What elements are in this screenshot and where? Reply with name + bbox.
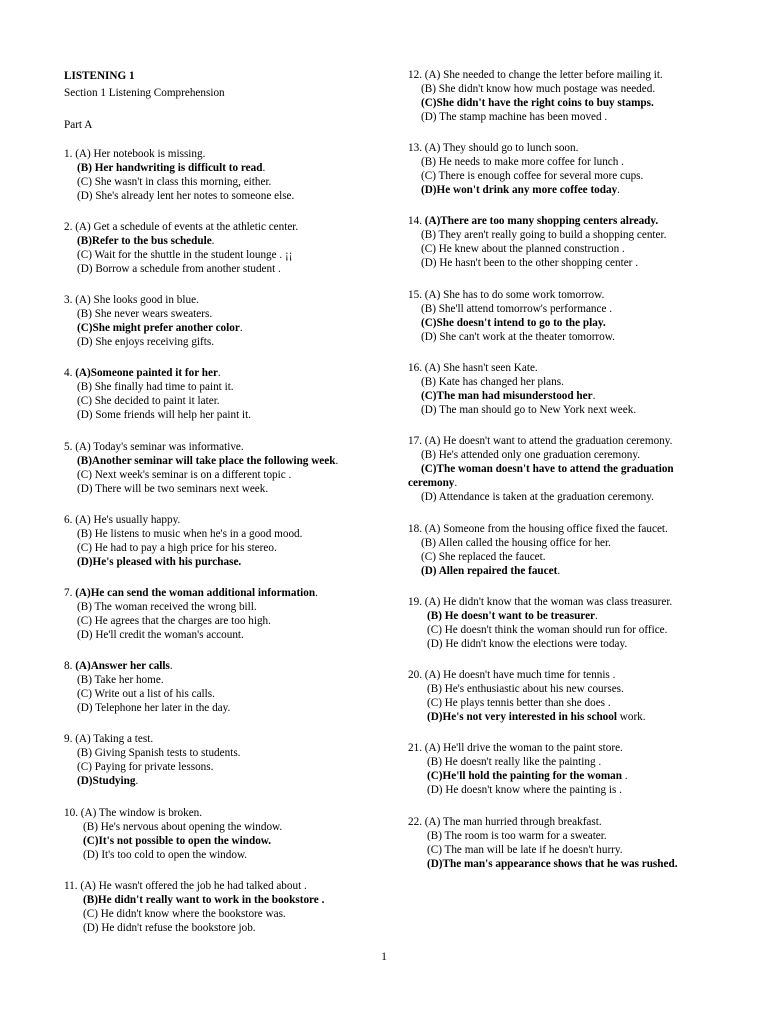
answer-text: (B) He listens to music when he's in a good mood. [77, 528, 303, 540]
answer-option [64, 820, 282, 834]
question-number: 14. [408, 215, 425, 227]
question-number: 13. [408, 142, 425, 154]
correct-answer-text: (C)She didn't have the right coins to buy stamps. [421, 97, 654, 109]
answer-text: (D) It's too cold to open the window. [83, 849, 248, 861]
answer-option [64, 893, 324, 907]
answer-text: (C) Next week's seminar is on a different topic . [77, 469, 292, 481]
answer-option [64, 527, 302, 541]
question-20 [408, 668, 646, 724]
answer-option [408, 769, 628, 783]
answer-option [408, 783, 628, 797]
answer-option [408, 564, 668, 578]
answer-text: (B) Allen called the housing office for her. [421, 537, 611, 549]
answer-option [64, 687, 230, 701]
answer-text: (B) She never wears sweaters. [77, 308, 213, 320]
answer-option [64, 848, 282, 862]
answer-option [408, 302, 615, 316]
answer-option [64, 806, 282, 820]
answer-text: (C) He agrees that the charges are too high. [77, 615, 271, 627]
question-22 [408, 815, 678, 871]
question-7 [64, 586, 318, 642]
answer-option [408, 829, 678, 843]
answer-option [64, 175, 294, 189]
question-11 [64, 879, 324, 935]
correct-answer-text: (A)Answer her calls [75, 660, 170, 672]
correct-answer-text: (B)He didn't really want to work in the bookstore . [83, 894, 325, 906]
question-9 [64, 732, 240, 788]
correct-answer-text: (C)The man had misunderstood her [421, 390, 593, 402]
answer-text: (D) The stamp machine has been moved . [421, 111, 608, 123]
correct-answer-text: (D)He won't drink any more coffee today [421, 184, 618, 196]
answer-tail: . [315, 587, 318, 599]
question-number: 16. [408, 362, 425, 374]
answer-text: (A) He doesn't want to attend the graduation ceremony. [424, 435, 673, 447]
answer-option [64, 628, 318, 642]
answer-option [64, 234, 298, 248]
answer-option [408, 741, 628, 755]
document-title: LISTENING 1 [64, 70, 135, 82]
answer-text: (B) He's enthusiastic about his new courses. [427, 683, 624, 695]
answer-option [64, 366, 251, 380]
answer-option [64, 541, 302, 555]
answer-option [64, 907, 324, 921]
answer-text: (A) He'll drive the woman to the paint store. [424, 742, 623, 754]
answer-tail: . [595, 610, 598, 622]
answer-text: (C) There is enough coffee for several more cups. [421, 170, 644, 182]
answer-option [408, 550, 668, 564]
part-heading: Part A [64, 119, 93, 131]
question-17 [408, 434, 674, 504]
answer-option [408, 710, 646, 724]
correct-answer-text: (A)There are too many shopping centers already. [424, 215, 659, 227]
answer-option [64, 482, 338, 496]
question-3 [64, 293, 243, 349]
correct-answer-text: (C)The woman doesn't have to attend the graduation [421, 463, 674, 475]
question-10 [64, 806, 282, 862]
answer-text: (A) They should go to lunch soon. [424, 142, 579, 154]
correct-answer-text: (C)He'll hold the painting for the woman [427, 770, 622, 782]
answer-option [64, 220, 298, 234]
question-number: 9. [64, 733, 76, 745]
correct-answer-text: (D) Allen repaired the faucet [421, 565, 558, 577]
answer-tail: . [621, 770, 628, 782]
answer-option [408, 815, 678, 829]
answer-text: (D) He didn't know the elections were today. [427, 638, 628, 650]
answer-text: (B) He's nervous about opening the window. [83, 821, 283, 833]
answer-option [408, 476, 674, 490]
correct-answer-text: (D)Studying [77, 775, 136, 787]
answer-option [64, 732, 240, 746]
answer-option [408, 155, 643, 169]
page-number: 1 [381, 951, 387, 963]
answer-option [64, 834, 282, 848]
answer-tail: . [135, 775, 139, 787]
answer-option [408, 361, 636, 375]
answer-option [408, 595, 672, 609]
answer-text: (D) The man should go to New York next week. [421, 404, 637, 416]
correct-answer-text: (B)Refer to the bus schedule [77, 235, 212, 247]
correct-answer-text: (B) He doesn't want to be treasurer [427, 610, 595, 622]
answer-option [408, 96, 663, 110]
answer-option [64, 394, 251, 408]
correct-answer-text: (B) Her handwriting is difficult to read [77, 162, 263, 174]
answer-option [408, 183, 643, 197]
answer-option [64, 335, 243, 349]
question-number: 3. [64, 294, 76, 306]
section-heading: Section 1 Listening Comprehension [64, 87, 225, 99]
answer-text: (B) He's attended only one graduation ceremony. [421, 449, 641, 461]
question-16 [408, 361, 636, 417]
answer-option [64, 701, 230, 715]
answer-text: (D) She can't work at the theater tomorrow. [421, 331, 615, 343]
question-15 [408, 288, 615, 344]
question-21 [408, 741, 628, 797]
answer-option [64, 161, 294, 175]
answer-option [64, 555, 302, 569]
answer-tail: . [169, 660, 173, 672]
answer-option [408, 490, 674, 504]
answer-text: (B) They aren't really going to build a shopping center. [421, 229, 667, 241]
answer-text: (A) Her notebook is missing. [75, 148, 206, 160]
answer-text: (A) She hasn't seen Kate. [424, 362, 538, 374]
answer-text: (A) Get a schedule of events at the athletic center. [75, 221, 299, 233]
question-4 [64, 366, 251, 422]
answer-option [408, 623, 672, 637]
answer-text: (B) The room is too warm for a sweater. [427, 830, 607, 842]
answer-option [64, 921, 324, 935]
answer-tail: . [335, 455, 339, 467]
answer-text: (A) The window is broken. [80, 807, 203, 819]
question-number: 15. [408, 289, 425, 301]
answer-option [408, 389, 636, 403]
answer-option [64, 147, 294, 161]
correct-answer-text: (D)He's not very interested in his school [427, 711, 617, 723]
answer-option [64, 262, 298, 276]
answer-tail: . [217, 367, 221, 379]
question-number: 18. [408, 523, 425, 535]
answer-text: (C) He had to pay a high price for his stereo. [77, 542, 277, 554]
answer-option [64, 293, 243, 307]
question-number: 17. [408, 435, 425, 447]
question-12 [408, 68, 663, 124]
answer-option [64, 321, 243, 335]
answer-tail: . [454, 477, 458, 489]
answer-tail: . [557, 565, 561, 577]
correct-answer-text: (A)He can send the woman additional information [75, 587, 316, 599]
question-number: 8. [64, 660, 76, 672]
question-number: 6. [64, 514, 76, 526]
correct-answer-text: ceremony [408, 477, 455, 489]
question-number: 10. [64, 807, 81, 819]
answer-option [408, 214, 666, 228]
answer-text: (C) She wasn't in class this morning, either. [77, 176, 272, 188]
answer-text: (A) He didn't know that the woman was class treasurer. [424, 596, 673, 608]
answer-text: (D) She's already lent her notes to someone else. [77, 190, 295, 202]
answer-option [64, 408, 251, 422]
answer-text: (C) He didn't know where the bookstore was. [83, 908, 286, 920]
correct-answer-text: (B)Another seminar will take place the following week [77, 455, 336, 467]
answer-option [408, 609, 672, 623]
answer-text: (A) Today's seminar was informative. [75, 441, 244, 453]
answer-option [408, 288, 615, 302]
answer-option [408, 242, 666, 256]
answer-text: (A) Someone from the housing office fixed the faucet. [424, 523, 668, 535]
question-number: 12. [408, 69, 425, 81]
question-number: 2. [64, 221, 76, 233]
answer-option [64, 586, 318, 600]
answer-text: (B) She didn't know how much postage was needed. [421, 83, 656, 95]
answer-text: (B) The woman received the wrong bill. [77, 601, 257, 613]
answer-option [64, 189, 294, 203]
answer-text: (C) Wait for the shuttle in the student lounge . ¡¡ [77, 249, 293, 261]
answer-option [408, 68, 663, 82]
answer-option [408, 637, 672, 651]
correct-answer-text: (C)She might prefer another color [77, 322, 240, 334]
answer-option [64, 248, 298, 262]
answer-option [408, 682, 646, 696]
question-number: 5. [64, 441, 76, 453]
question-number: 22. [408, 816, 425, 828]
question-number: 1. [64, 148, 76, 160]
answer-option [408, 536, 668, 550]
answer-text: (D) Telephone her later in the day. [77, 702, 231, 714]
question-number: 4. [64, 367, 76, 379]
answer-text: (C) He knew about the planned construction . [421, 243, 625, 255]
answer-option [408, 668, 646, 682]
question-number: 7. [64, 587, 76, 599]
answer-text: (C) The man will be late if he doesn't hurry. [427, 844, 623, 856]
answer-text: (C) Paying for private lessons. [77, 761, 214, 773]
answer-text: (D) She enjoys receiving gifts. [77, 336, 215, 348]
answer-text: (D) Some friends will help her paint it. [77, 409, 251, 421]
answer-option [64, 600, 318, 614]
answer-option [64, 513, 302, 527]
answer-text: (B) Kate has changed her plans. [421, 376, 564, 388]
question-1 [64, 147, 294, 203]
answer-option [408, 169, 643, 183]
answer-option [408, 110, 663, 124]
correct-answer-text: (D)He's pleased with his purchase. [77, 556, 242, 568]
question-6 [64, 513, 302, 569]
correct-answer-text: (C)She doesn't intend to go to the play. [421, 317, 606, 329]
answer-option [408, 462, 674, 476]
answer-option [408, 228, 666, 242]
answer-option [64, 454, 338, 468]
answer-text: (D) He doesn't know where the painting is . [427, 784, 622, 796]
answer-option [408, 448, 674, 462]
question-5 [64, 440, 338, 496]
answer-text: (C) She replaced the faucet. [421, 551, 546, 563]
correct-answer-text: (A)Someone painted it for her [75, 367, 218, 379]
answer-tail: . [592, 390, 596, 402]
answer-text: (A) He doesn't have much time for tennis . [424, 669, 616, 681]
question-14 [408, 214, 666, 270]
answer-option [408, 857, 678, 871]
answer-text: (D) He hasn't been to the other shopping center . [421, 257, 638, 269]
answer-option [64, 673, 230, 687]
answer-tail: . [617, 184, 620, 196]
answer-option [64, 468, 338, 482]
answer-text: (A) She has to do some work tomorrow. [424, 289, 605, 301]
answer-text: (B) She'll attend tomorrow's performance . [421, 303, 613, 315]
question-number: 21. [408, 742, 425, 754]
answer-text: (A) Taking a test. [75, 733, 154, 745]
question-2 [64, 220, 298, 276]
answer-option [408, 403, 636, 417]
answer-text: (A) The man hurried through breakfast. [424, 816, 602, 828]
answer-text: (C) He plays tennis better than she does . [427, 697, 611, 709]
correct-answer-text: (C)It's not possible to open the window. [83, 835, 272, 847]
answer-option [64, 380, 251, 394]
question-number: 11. [64, 880, 81, 892]
answer-text: (B) Giving Spanish tests to students. [77, 747, 241, 759]
answer-option [408, 375, 636, 389]
answer-text: (B) She finally had time to paint it. [77, 381, 234, 393]
answer-text: (D) He'll credit the woman's account. [77, 629, 244, 641]
answer-text: (A) She needed to change the letter before mailing it. [424, 69, 663, 81]
question-13 [408, 141, 643, 197]
answer-option [408, 330, 615, 344]
answer-text: (B) He doesn't really like the painting . [427, 756, 602, 768]
answer-tail: . [239, 322, 243, 334]
answer-text: (A) She looks good in blue. [75, 294, 199, 306]
answer-option [408, 141, 643, 155]
answer-text: (A) He's usually happy. [75, 514, 181, 526]
answer-tail: . [211, 235, 215, 247]
question-18 [408, 522, 668, 578]
answer-text: (D) Borrow a schedule from another student . [77, 263, 281, 275]
answer-tail: . [262, 162, 266, 174]
answer-text: (D) Attendance is taken at the graduation ceremony. [421, 491, 654, 503]
answer-option [64, 307, 243, 321]
answer-text: (B) Take her home. [77, 674, 164, 686]
answer-option [64, 879, 324, 893]
answer-text: (C) He doesn't think the woman should run for office. [427, 624, 668, 636]
answer-text: (D) There will be two seminars next week. [77, 483, 269, 495]
answer-tail: work. [616, 711, 646, 723]
answer-option [408, 843, 678, 857]
answer-option [408, 755, 628, 769]
answer-option [64, 760, 240, 774]
question-number: 20. [408, 669, 425, 681]
answer-option [408, 696, 646, 710]
question-19 [408, 595, 672, 651]
answer-option [408, 82, 663, 96]
answer-text: (A) He wasn't offered the job he had talked about . [80, 880, 307, 892]
answer-option [64, 440, 338, 454]
question-8 [64, 659, 230, 715]
answer-option [408, 256, 666, 270]
correct-answer-text: (D)The man's appearance shows that he was rushed. [427, 858, 678, 870]
answer-option [64, 774, 240, 788]
answer-text: (D) He didn't refuse the bookstore job. [83, 922, 256, 934]
question-number: 19. [408, 596, 425, 608]
answer-option [408, 522, 668, 536]
answer-option [64, 659, 230, 673]
answer-option [64, 746, 240, 760]
answer-text: (C) Write out a list of his calls. [77, 688, 215, 700]
answer-text: (B) He needs to make more coffee for lunch . [421, 156, 624, 168]
answer-text: (C) She decided to paint it later. [77, 395, 220, 407]
answer-option [64, 614, 318, 628]
answer-option [408, 316, 615, 330]
answer-option [408, 434, 674, 448]
